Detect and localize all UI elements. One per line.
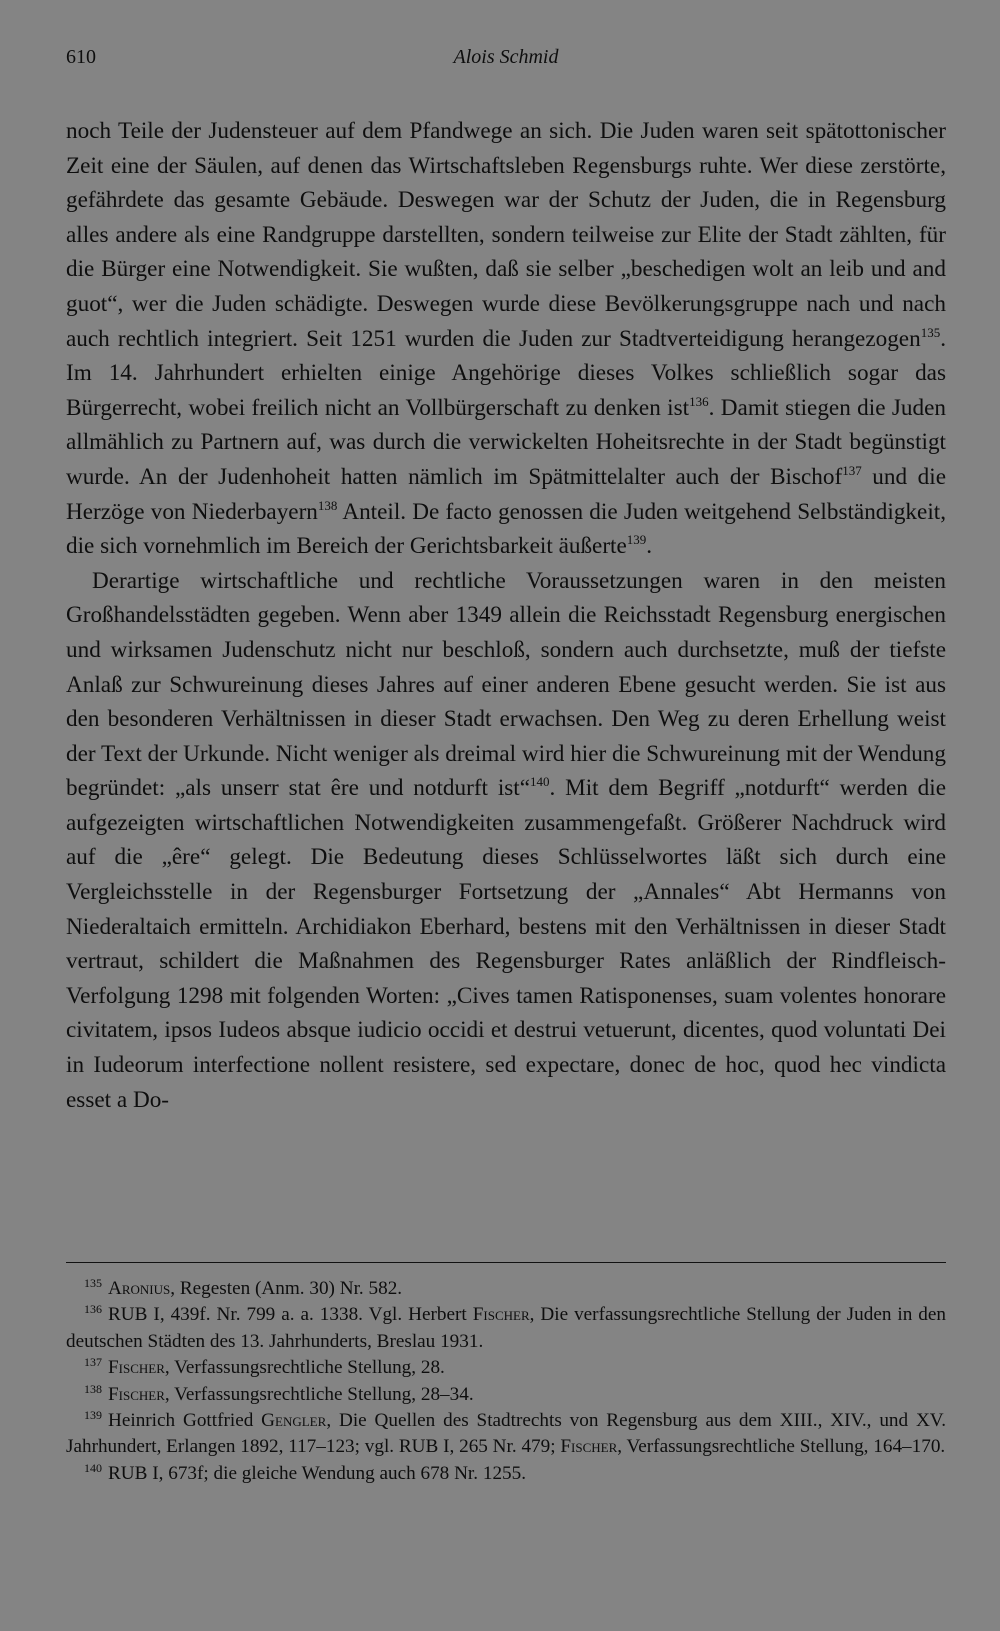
author-name: Aronius <box>108 1278 171 1299</box>
author-name: Fischer <box>108 1357 165 1379</box>
footnote-140 <box>66 1461 946 1487</box>
author-name: Fischer <box>472 1304 530 1326</box>
text-run: noch Teile der Judensteuer auf dem Pfandwege an sich. Die Juden waren seit spätottonischer Zeit eine der Säulen, auf denen das Wirtschaftsleben Regensburgs ruhte. Wer diese zerstörte, gefährdete das gesamte Gebäude. Deswegen war der Schutz der Juden, die in Regensburg alles andere als eine Randgruppe darstellten, sondern teilweise zur Elite der Stadt zählten, für die Bürger eine Notwendigkeit. Sie wußten, daß sie selber „beschedigen wolt an leib und and guot“, wer die Juden schädigte. Deswegen wurde diese Bevölkerungsgruppe nach und nach auch rechtlich integriert. Seit 1251 wurden die Juden zur Stadtverteidigung herangezogen <box>66 118 946 352</box>
footnote-ref-137: 137 <box>842 462 862 478</box>
footnote-ref-139: 139 <box>626 532 647 548</box>
text-run: . Im 14. Jahrhundert erhielten einige Angehörige dieses Volkes schließlich sogar das Bürgerrecht, wobei freilich nicht an Vollbürgerschaft zu denken ist <box>66 325 946 421</box>
footnote-text: , Verfassungsrechtliche Stellung, 164–170. <box>617 1436 946 1458</box>
footnote-number: 138 <box>84 1381 102 1396</box>
page-number: 610 <box>66 46 96 68</box>
footnote-text: , Regesten (Anm. 30) Nr. 582. <box>170 1278 403 1299</box>
footnote-ref-140: 140 <box>530 774 550 790</box>
footnote-ref-138: 138 <box>317 497 338 513</box>
page-header <box>66 46 946 80</box>
footnote-136 <box>66 1302 946 1355</box>
footnote-text: , Die Quellen des Stadtrechts von Regensburg aus dem XIII., XIV., und XV. Jahrhundert, Erlangen 1892, 117–123; vgl. RUB I, 265 Nr. 479; <box>66 1410 946 1458</box>
footnote-ref-135: 135 <box>920 324 941 340</box>
author-name: Gengler <box>261 1410 327 1432</box>
footnote-divider <box>66 1262 946 1263</box>
footnote-135 <box>66 1276 946 1302</box>
footnote-139 <box>66 1408 946 1461</box>
text-run: Derartige wirtschaftliche und rechtliche Voraussetzungen waren in den meisten Großhandelsstädten gegeben. Wenn aber 1349 allein die Reichsstadt Regensburg energischen und wirksamen Judenschutz nicht nur beschloß, sondern auch durchsetzte, muß der tiefste Anlaß zur Schwureinung dieses Jahres auf einer anderen Ebene gesucht werden. Sie ist aus den besonderen Verhältnissen in dieser Stadt erwachsen. Den Weg zu deren Erhellung weist der Text der Urkunde. Nicht weniger als dreimal wird hier die Schwureinung mit der Wendung begründet: „als unserr stat êre und notdurft ist“ <box>66 567 946 802</box>
text-run: . <box>646 533 653 560</box>
footnote-number: 140 <box>84 1460 102 1475</box>
footnote-number: 137 <box>84 1355 102 1370</box>
footnote-137 <box>66 1355 946 1381</box>
paragraph-1 <box>66 114 946 564</box>
body-text <box>66 114 946 1117</box>
paragraph-2 <box>66 564 946 1118</box>
text-run: und die Herzöge von Niederbayern <box>66 463 947 525</box>
text-run: Anteil. De facto genossen die Juden weitgehend Selbständigkeit, die sich vornehmlich im Bereich der Gerichtsbarkeit äußerte <box>66 498 947 560</box>
footnotes <box>66 1276 946 1487</box>
footnote-text: RUB I, 673f; die gleiche Wendung auch 678 Nr. 1255. <box>108 1462 527 1484</box>
footnote-number: 139 <box>84 1408 102 1423</box>
running-title: Alois Schmid <box>453 46 559 68</box>
footnote-text: , Die verfassungsrechtliche Stellung der Juden in den deutschen Städten des 13. Jahrhunderts, Breslau 1931. <box>66 1304 947 1352</box>
text-run: . Mit dem Begriff „notdurft“ werden die aufgezeigten wirtschaftlichen Notwendigkeiten zusammengefaßt. Größerer Nachdruck wird auf die „êre“ gelegt. Die Bedeutung dieses Schlüsselwortes läßt sich durch eine Vergleichsstelle in der Regensburger Fortsetzung der „Annales“ Abt Hermanns von Niederaltaich ermitteln. Archidiakon Eberhard, bestens mit den Verhältnissen in dieser Stadt vertraut, schildert die Maßnahmen des Regensburger Rates anläßlich der Rindfleisch-Verfolgung 1298 mit folgenden Worten: „Cives tamen Ratisponenses, suam volentes honorare civitatem, ipsos Iudeos absque iudicio occidi et destrui vetuerunt, dicentes, quod voluntati Dei in Iudeorum interfectione nollent resistere, sed expectare, donec de hoc, quod hec vindicta esset a Do- <box>66 775 946 1113</box>
footnote-number: 136 <box>84 1302 102 1317</box>
footnote-number: 135 <box>84 1276 102 1290</box>
author-name: Fischer <box>560 1436 618 1458</box>
footnote-text: , Verfassungsrechtliche Stellung, 28–34. <box>164 1383 474 1405</box>
footnote-text: Heinrich Gottfried <box>108 1410 262 1432</box>
text-run: . Damit stiegen die Juden allmählich zu Partnern auf, was durch die verwickelten Hoheitsrechte in der Stadt begünstigt wurde. An der Judenhoheit hatten nämlich im Spätmittelalter auch der Bischof <box>66 394 946 490</box>
footnote-ref-136: 136 <box>689 393 709 409</box>
author-name: Fischer <box>108 1383 165 1405</box>
footnote-text: RUB I, 439f. Nr. 799 a. a. 1338. Vgl. Herbert <box>108 1304 473 1326</box>
footnote-138 <box>66 1382 946 1408</box>
footnote-text: , Verfassungsrechtliche Stellung, 28. <box>164 1357 445 1379</box>
